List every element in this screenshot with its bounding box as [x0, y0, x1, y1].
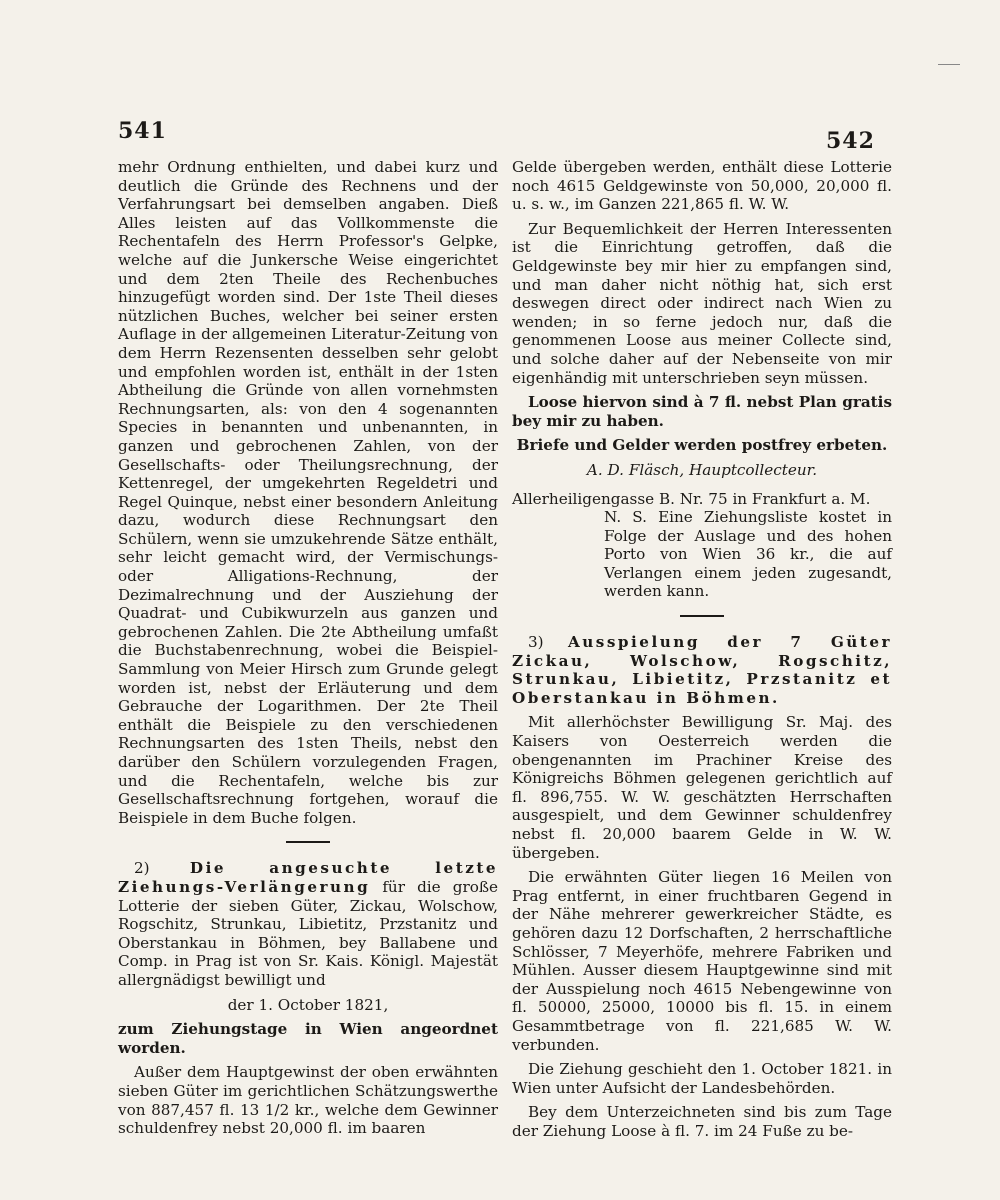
left-page-number: 541 — [118, 118, 167, 144]
section-3-paragraph-3: Die Ziehung geschieht den 1. October 1821. in Wien unter Aufsicht der Landesbehörden. — [512, 1060, 892, 1097]
section-3-number: 3) — [528, 633, 544, 652]
edge-mark — [938, 64, 960, 65]
section-3-title: Ausspielung der 7 Güter Zickau, Wolschow, Rogschitz, Strunkau, Libietitz, Przstanitz et Oberstankau in Böhmen. — [512, 633, 893, 707]
section-2-paragraph-2: Außer dem Hauptgewinst der oben erwähnten sieben Güter im gerichtlichen Schätzungswerthe von 887,457 fl. 13 1/2 kr., welche dem Gewinner schuldenfrey nebst 20,000 fl. im baaren — [118, 1063, 498, 1138]
section-3-paragraph-2: Die erwähnten Güter liegen 16 Meilen von Prag entfernt, in einer fruchtbaren Gegend in der Nähe mehrerer gewerkreicher Städte, es gehören dazu 12 Dorfschaften, 2 herrschaftliche Schlösser, 7 Meyerhöfe, mehrere Fabriken und Mühlen. Ausser diesem Hauptgewinne sind mit der Ausspielung noch 4615 Nebengewinne von fl. 50000, 25000, 10000 bis fl. 15. in einem Gesammtbetrage von fl. 221,685 W. W. verbunden. — [512, 868, 892, 1054]
section-divider — [286, 841, 330, 843]
left-paragraph-1: mehr Ordnung enthielten, und dabei kurz und deutlich die Gründe des Rechnens und der Verfahrungsart bei demselben angaben. Dieß Alles leisten auf das Vollkommenste die Rechentafeln des Herrn Professor's Gelpke, welche auf die Junkersche Weise eingerichtet und dem 2ten Theile des Rechenbuches hinzugefügt worden sind. Der 1ste Theil dieses nützlichen Buches, welcher bei seiner ersten Auflage in der allgemeinen Literatur-Zeitung von dem Herrn Rezensenten desselben sehr gelobt und empfohlen worden ist, enthält in der 1sten Abtheilung die Gründe von allen vornehmsten Rechnungsarten, als: von den 4 sogenannten Species in benannten und unbenannten, in ganzen und gebrochenen Zahlen, von der Gesellschafts- oder Theilungsrechnung, der Kettenregel, der umgekehrten Regeldetri und Regel Quinque, nebst einer besondern Anleitung dazu, wodurch diese Rechnungsart den Schülern, wenn sie umzukehrende Sätze enthält, sehr leicht gemacht wird, der Vermischungs- oder Alligations-Rechnung, der Dezimalrechnung und der Ausziehung der Quadrat- und Cubikwurzeln aus ganzen und gebrochenen Zahlen. Die 2te Abtheilung umfaßt die Buchstabenrechnung, wobei die Beispiel-Sammlung von Meier Hirsch zum Grunde gelegt worden ist, nebst der Erläuterung und dem Gebrauche der Logarithmen. Der 2te Theil enthält die Beispiele zu den verschiedenen Rechnungsarten des 1sten Theils, nebst den darüber den Schülern vorzulegenden Fragen, und die Rechentafeln, welche bis zur Gesellschaftsrechnung fortgehen, worauf die Beispiele in dem Buche folgen. — [118, 158, 498, 827]
right-paragraph-3: Loose hiervon sind à 7 fl. nebst Plan gratis bey mir zu haben. — [512, 393, 892, 430]
section-3-paragraph-1: Mit allerhöchster Bewilligung Sr. Maj. des Kaisers von Oesterreich werden die obengenannten im Prachiner Kreise des Königreichs Böhmen gelegenen gerichtlich auf fl. 896,755. W. W. geschätzten Herrschaften ausgespielt, und dem Gewinner schuldenfrey nebst fl. 20,000 baarem Gelde in W. W. übergeben. — [512, 713, 892, 862]
section-3-heading — [512, 633, 892, 707]
section-2-date: der 1. October 1821, — [227, 995, 389, 1014]
right-paragraph-1: Gelde übergeben werden, enthält diese Lotterie noch 4615 Geldgewinste von 50,000, 20,000 fl. u. s. w., im Ganzen 221,865 fl. W. W. — [512, 158, 892, 214]
postscript-note: N. S. Eine Ziehungsliste kostet in Folge der Auslage und des hohen Porto von Wien 36 kr., die auf Verlangen einem jeden zugesandt, werden kann. — [604, 508, 892, 601]
section-2-line: zum Ziehungstage in Wien angeordnet worden. — [118, 1020, 498, 1057]
section-divider-right — [680, 615, 724, 617]
section-2-number: 2) — [134, 859, 150, 878]
right-paragraph-2: Zur Bequemlichkeit der Herren Interessenten ist die Einrichtung getroffen, daß die Geldgewinste bey mir hier zu empfangen sind, und man daher nicht nöthig hat, sich erst deswegen direct oder indirect nach Wien zu wenden; in so ferne jedoch nur, daß die genommenen Loose aus meiner Collecte sind, und solche daher auf der Nebenseite von mir eigenhändig mit unterschrieben seyn müssen. — [512, 219, 892, 387]
left-column — [118, 158, 498, 1144]
right-page-number: 542 — [826, 128, 875, 154]
section-2-heading — [118, 859, 498, 989]
address-line: Allerheiligengasse B. Nr. 75 in Frankfurt a. M. — [512, 489, 871, 508]
section-2-body: für die große Lotterie der sieben Güter, Zickau, Wolschow, Rogschitz, Strunkau, Libietitz, Przstanitz und Oberstankau in Böhmen, bey Ballabene und Comp. in Prag ist von Sr. Kais. Königl. Majestät allergnädigst bewilligt und — [118, 877, 498, 989]
signature: A. D. Fläsch, Hauptcollecteur. — [586, 460, 818, 479]
section-2-title: Die angesuchte letzte Ziehungs-Verlängerung — [118, 859, 499, 896]
right-paragraph-4: Briefe und Gelder werden postfrey erbeten. — [516, 436, 888, 455]
right-column — [512, 158, 892, 1147]
section-3-paragraph-4: Bey dem Unterzeichneten sind bis zum Tage der Ziehung Loose à fl. 7. im 24 Fuße zu be- — [512, 1103, 892, 1140]
